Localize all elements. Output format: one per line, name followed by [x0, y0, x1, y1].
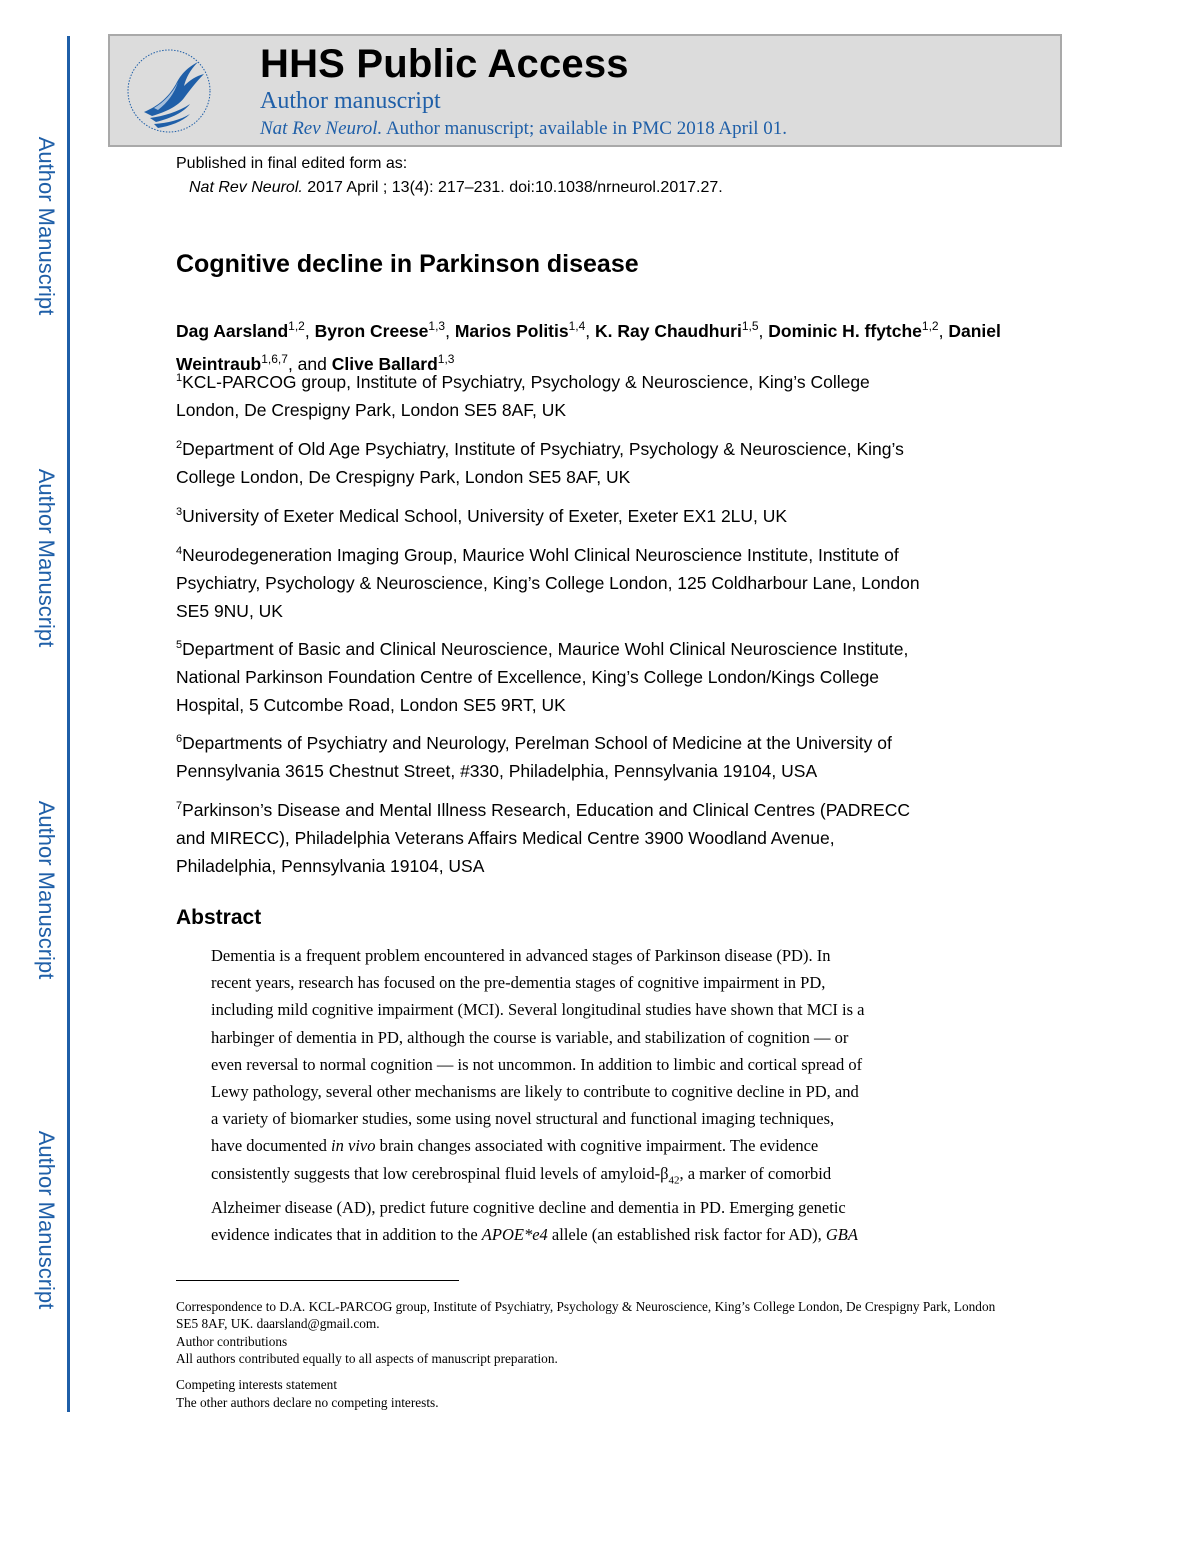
- published-citation: [189, 179, 723, 197]
- hhs-header-box: [108, 34, 1062, 147]
- abstract-text: , a marker of comorbid: [679, 1163, 832, 1183]
- abstract-line: [211, 1024, 1001, 1051]
- footnote-correspondence: Correspondence to D.A. KCL-PARCOG group, Institute of Psychiatry, Psychology & Neuroscience, King’s College London, De Crespigny Park, London SE5 8AF, UK. daarsland@gmail.com.: [176, 1299, 996, 1331]
- author-separator: ,: [938, 320, 949, 341]
- affiliation-text: College London, De Crespigny Park, London SE5 8AF, UK: [176, 467, 631, 487]
- affiliation-line: [176, 635, 1016, 663]
- abstract-text: GBA: [825, 1225, 858, 1245]
- author-name: Dag Aarsland: [176, 320, 289, 341]
- header-subtitle: Author manuscript: [260, 88, 441, 114]
- citation-text: 2017 April ; 13(4): 217–231. doi:10.1038/nrneurol.2017.27.: [302, 179, 723, 196]
- side-label: Author Manuscript: [34, 1130, 59, 1310]
- article-title: Cognitive decline in Parkinson disease: [176, 250, 639, 278]
- header-title: HHS Public Access: [260, 42, 629, 86]
- abstract-text: APOE*e4: [481, 1225, 548, 1245]
- abstract-text: brain changes associated with cognitive impairment. The evidence: [375, 1136, 819, 1156]
- affiliation: [176, 502, 1016, 530]
- author-separator: , and: [287, 353, 332, 374]
- affiliation-text: University of Exeter Medical School, University of Exeter, Exeter EX1 2LU, UK: [182, 506, 788, 526]
- abstract-line: [211, 1221, 1001, 1248]
- footnote-competing-heading: Competing interests statement: [176, 1377, 338, 1392]
- abstract-text: allele (an established risk factor for AD),: [547, 1225, 826, 1245]
- footnote-competing: The other authors declare no competing interests.: [176, 1395, 439, 1410]
- abstract-text: even reversal to normal cognition — is not uncommon. In addition to limbic and cortical spread of: [211, 1054, 863, 1074]
- author-name: Dominic H. ffytche: [768, 320, 922, 341]
- affiliation-line: [176, 502, 1016, 530]
- affiliation-text: Department of Basic and Clinical Neuroscience, Maurice Wohl Clinical Neuroscience Institute,: [182, 639, 909, 659]
- author-name: Daniel Weintraub: [176, 320, 1001, 374]
- abstract-line: [211, 942, 1001, 969]
- citation-journal: Nat Rev Neurol.: [189, 179, 303, 196]
- abstract-text: a variety of biomarker studies, some using novel structural and functional imaging techniques,: [211, 1109, 835, 1129]
- author-affiliation-marker: 1,5: [741, 319, 759, 333]
- author-name: Marios Politis: [454, 320, 569, 341]
- affiliation: [176, 435, 1016, 491]
- abstract-text: evidence indicates that in addition to the: [211, 1225, 482, 1245]
- affiliation-number: 3: [176, 506, 183, 519]
- abstract-text: in vivo: [331, 1136, 376, 1156]
- affiliation-text: Pennsylvania 3615 Chestnut Street, #330, Philadelphia, Pennsylvania 19104, USA: [176, 761, 818, 781]
- affiliation-text: SE5 9NU, UK: [176, 601, 283, 621]
- affiliation: [176, 796, 1016, 880]
- abstract-line: [211, 969, 1001, 996]
- affiliation-number: 7: [176, 800, 183, 813]
- abstract-body: [211, 942, 1001, 1249]
- affiliation-text: Department of Old Age Psychiatry, Institute of Psychiatry, Psychology & Neuroscience, King’s: [182, 439, 904, 459]
- author-separator: ,: [758, 320, 769, 341]
- author-name: Byron Creese: [314, 320, 429, 341]
- author-separator: ,: [585, 320, 596, 341]
- affiliation-line: [176, 796, 1016, 824]
- abstract-line: [211, 1105, 1001, 1132]
- abstract-line: [211, 1160, 1001, 1195]
- journal-abbrev: Nat Rev Neurol.: [260, 118, 383, 139]
- affiliation: [176, 729, 1016, 785]
- affiliation-line: [176, 663, 1016, 691]
- footnote-contributions-heading: Author contributions: [176, 1334, 288, 1349]
- affiliation-text: Philadelphia, Pennsylvania 19104, USA: [176, 856, 485, 876]
- abstract-text: 42: [668, 1173, 680, 1186]
- affiliation-number: 2: [176, 439, 183, 452]
- author-affiliation-marker: 1,3: [437, 351, 455, 366]
- affiliation-text: Departments of Psychiatry and Neurology, Perelman School of Medicine at the University of: [182, 733, 892, 753]
- author-affiliation-marker: 1,4: [568, 319, 586, 333]
- affiliation-text: Hospital, 5 Cutcombe Road, London SE5 9RT, UK: [176, 695, 566, 715]
- affiliation-line: [176, 597, 1016, 625]
- footnote-contributions: All authors contributed equally to all aspects of manuscript preparation.: [176, 1351, 558, 1366]
- affiliation-text: National Parkinson Foundation Centre of Excellence, King’s College London/Kings College: [176, 667, 880, 687]
- affiliation: [176, 541, 1016, 625]
- abstract-text: Dementia is a frequent problem encountered in advanced stages of Parkinson disease (PD). In: [211, 946, 831, 965]
- abstract-text: consistently suggests that low cerebrospinal fluid levels of amyloid-β: [211, 1163, 669, 1183]
- side-label: Author Manuscript: [34, 468, 59, 648]
- affiliation-line: [176, 463, 1016, 491]
- abstract-heading: Abstract: [176, 906, 262, 929]
- abstract-text: harbinger of dementia in PD, although the course is variable, and stabilization of cognition — or: [211, 1027, 849, 1047]
- author-name: Clive Ballard: [331, 353, 438, 374]
- affiliation-text: Neurodegeneration Imaging Group, Maurice Wohl Clinical Neuroscience Institute, Institute of: [182, 545, 899, 565]
- affiliation-line: [176, 368, 1016, 396]
- author-affiliation-marker: 1,2: [921, 319, 939, 333]
- affiliation-number: 5: [176, 639, 183, 652]
- author-separator: ,: [304, 320, 315, 341]
- affiliation-text: KCL-PARCOG group, Institute of Psychiatry, Psychology & Neuroscience, King’s College: [182, 372, 870, 392]
- affiliation-text: London, De Crespigny Park, London SE5 8AF, UK: [176, 400, 567, 420]
- availability-text: Author manuscript; available in PMC 2018 April 01.: [382, 118, 788, 139]
- abstract-text: recent years, research has focused on the pre-dementia stages of cognitive impairment in PD,: [211, 973, 826, 993]
- abstract-line: [211, 996, 1001, 1023]
- published-label: Published in final edited form as:: [176, 155, 408, 172]
- abstract-text: Alzheimer disease (AD), predict future cognitive decline and dementia in PD. Emerging genetic: [211, 1198, 846, 1218]
- side-label: Author Manuscript: [34, 800, 59, 980]
- footnote-rule: [176, 1280, 459, 1281]
- affiliation-line: [176, 824, 1016, 852]
- affiliation-text: Parkinson’s Disease and Mental Illness Research, Education and Clinical Centres (PADRECC: [182, 800, 911, 820]
- affiliation-number: 1: [176, 372, 183, 385]
- hhs-eagle-seal-icon: [124, 46, 214, 136]
- author-name: K. Ray Chaudhuri: [595, 320, 742, 341]
- author-separator: ,: [445, 320, 455, 341]
- author-affiliation-marker: 1,6,7: [261, 351, 288, 366]
- affiliation-number: 4: [176, 545, 183, 558]
- affiliation-line: [176, 691, 1016, 719]
- affiliation: [176, 635, 1016, 719]
- affiliation-line: [176, 435, 1016, 463]
- abstract-line: [211, 1078, 1001, 1105]
- abstract-text: Lewy pathology, several other mechanisms are likely to contribute to cognitive decline in PD, and: [211, 1082, 859, 1102]
- abstract-text: have documented: [211, 1136, 332, 1156]
- affiliation-number: 6: [176, 733, 183, 746]
- affiliation-line: [176, 396, 1016, 424]
- abstract-line: [211, 1132, 1001, 1159]
- abstract-text: including mild cognitive impairment (MCI). Several longitudinal studies have shown that MCI is a: [211, 1000, 865, 1020]
- affiliation-line: [176, 541, 1016, 569]
- affiliation: [176, 368, 1016, 424]
- side-label: Author Manuscript: [34, 136, 59, 316]
- abstract-line: [211, 1194, 1001, 1221]
- left-margin-rule: [67, 36, 70, 1412]
- affiliation-line: [176, 569, 1016, 597]
- abstract-line: [211, 1051, 1001, 1078]
- affiliation-text: and MIRECC), Philadelphia Veterans Affairs Medical Centre 3900 Woodland Avenue,: [176, 828, 835, 848]
- author-affiliation-marker: 1,3: [428, 319, 446, 333]
- affiliation-line: [176, 729, 1016, 757]
- affiliation-line: [176, 852, 1016, 880]
- header-availability: [260, 118, 787, 140]
- author-affiliation-marker: 1,2: [288, 319, 305, 333]
- affiliation-line: [176, 757, 1016, 785]
- affiliation-text: Psychiatry, Psychology & Neuroscience, King’s College London, 125 Coldharbour Lane, London: [176, 573, 920, 593]
